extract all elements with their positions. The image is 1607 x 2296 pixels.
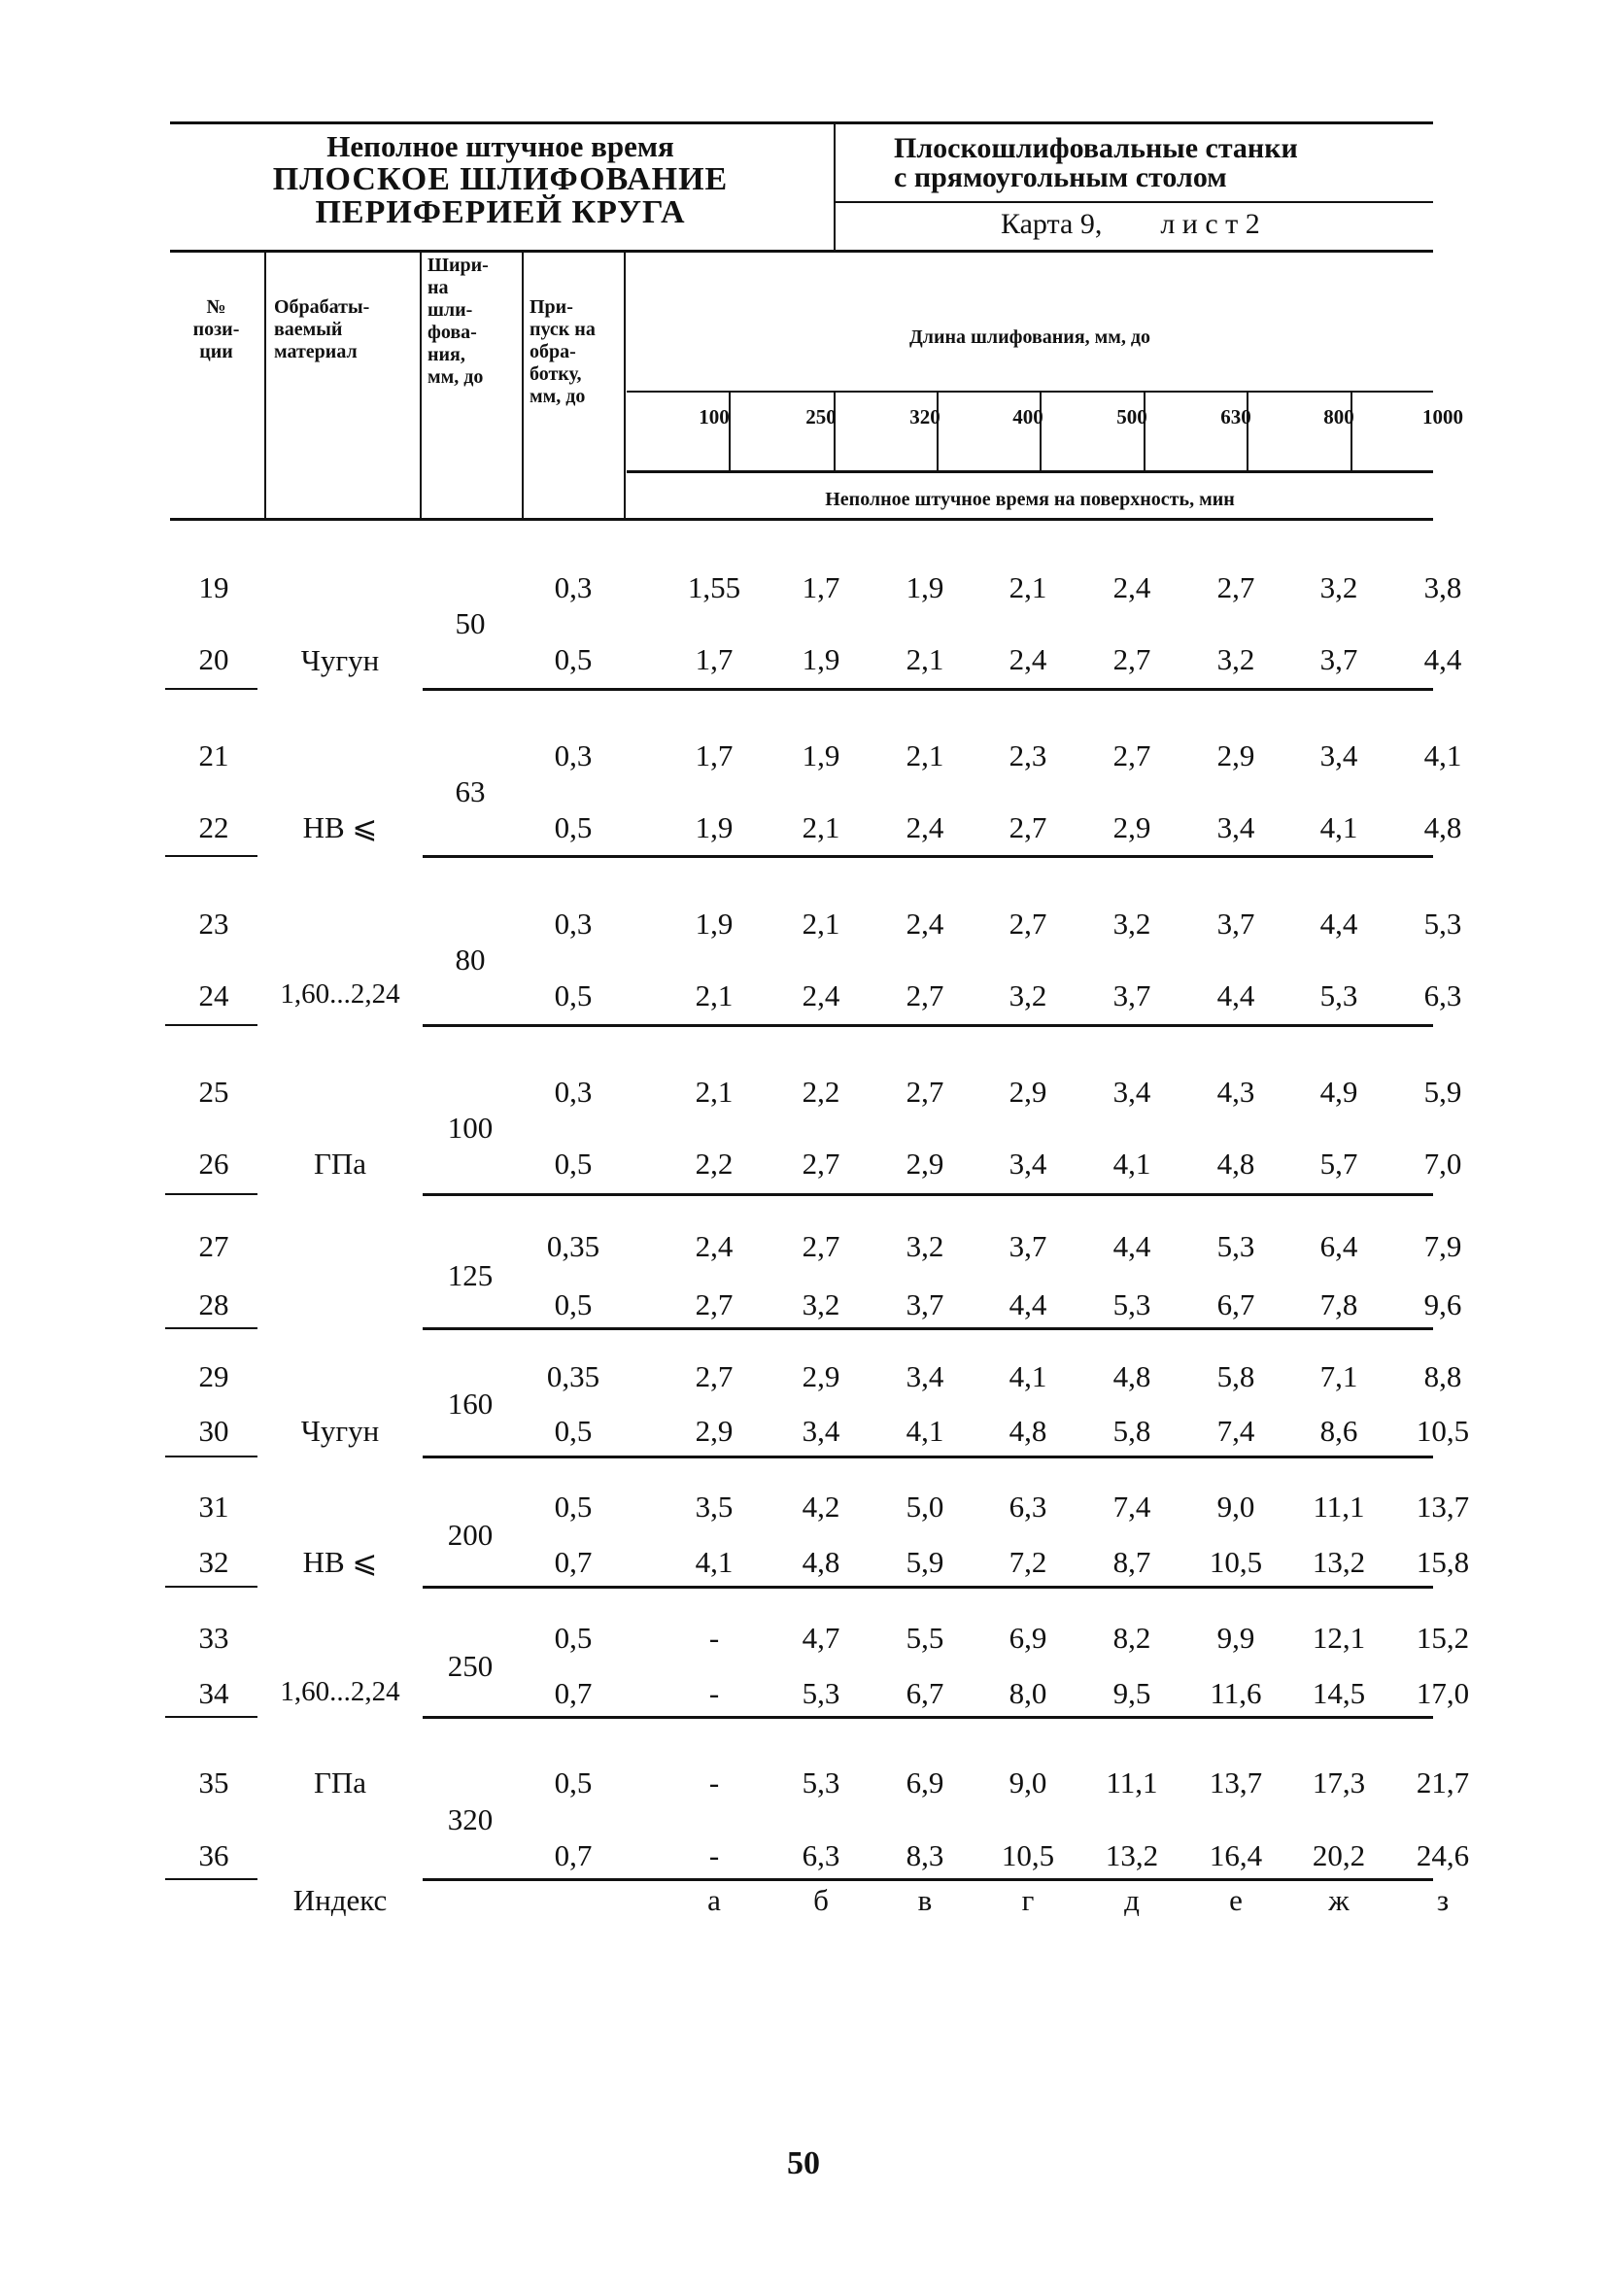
time-title: Неполное штучное время на поверхность, мин — [825, 489, 1235, 510]
time-cell: 3,2 — [1009, 978, 1047, 1012]
header-right-block — [894, 134, 1399, 192]
time-cell: 4,1 — [1319, 810, 1358, 844]
time-cell: 2,3 — [1009, 738, 1047, 772]
card-number: Карта 9, — [1001, 208, 1103, 240]
time-cell: 2,1 — [695, 978, 734, 1012]
time-cell: 2,4 — [1009, 642, 1047, 676]
material-header-line: материал — [274, 341, 358, 362]
time-cell: 10,5 — [1001, 1838, 1055, 1872]
row-left-rule — [165, 1716, 257, 1718]
time-cell: - — [708, 1765, 720, 1799]
time-cell: 4,1 — [1112, 1147, 1151, 1181]
time-cell: 7,4 — [1216, 1414, 1255, 1448]
allowance-cell: 0,7 — [554, 1676, 593, 1710]
time-cell: 4,4 — [1319, 907, 1358, 941]
position-cell: 22 — [198, 810, 229, 844]
time-cell: 4,4 — [1112, 1229, 1151, 1263]
page-number: 50 — [787, 2145, 820, 2181]
time-cell: 2,1 — [802, 810, 840, 844]
time-cell: 3,2 — [906, 1229, 944, 1263]
time-cell: 2,7 — [1009, 907, 1047, 941]
material-label-7: 1,60...2,24 — [280, 1676, 400, 1707]
row-left-rule — [165, 1456, 257, 1457]
row-left-rule — [165, 855, 257, 857]
pos-header — [170, 296, 262, 363]
material-label-6: НВ ⩽ — [302, 1545, 378, 1579]
allowance-cell: 0,3 — [554, 907, 593, 941]
header-top-rule — [170, 121, 1433, 124]
time-cell: 7,4 — [1112, 1490, 1151, 1524]
title-line-2: ПЕРИФЕРИЕЙ КРУГА — [315, 194, 686, 230]
time-cell: 2,7 — [695, 1359, 734, 1393]
time-cell: 13,2 — [1312, 1545, 1366, 1579]
time-cell: 2,4 — [695, 1229, 734, 1263]
time-cell: 2,9 — [1216, 738, 1255, 772]
length-col-rule — [1351, 391, 1352, 470]
header-col-rule — [420, 253, 422, 518]
time-cell: - — [708, 1838, 720, 1872]
time-cell: 2,7 — [695, 1287, 734, 1321]
time-cell: 15,8 — [1416, 1545, 1470, 1579]
time-cell: 2,7 — [1216, 570, 1255, 604]
time-cell: 9,5 — [1112, 1676, 1151, 1710]
time-cell: 2,9 — [1009, 1075, 1047, 1109]
time-cell: 4,3 — [1216, 1075, 1255, 1109]
allowance-cell: 0,5 — [554, 1414, 593, 1448]
time-cell: 9,9 — [1216, 1621, 1255, 1655]
allowance-header-line: мм, до — [530, 386, 586, 407]
time-cell: 8,0 — [1009, 1676, 1047, 1710]
time-cell: 5,3 — [1423, 907, 1462, 941]
time-cell: 2,9 — [695, 1414, 734, 1448]
time-cell: 1,9 — [695, 810, 734, 844]
width-cell: 250 — [447, 1649, 494, 1683]
header-left-block — [223, 130, 777, 229]
time-cell: 6,3 — [802, 1838, 840, 1872]
position-cell: 21 — [198, 738, 229, 772]
row-left-rule — [165, 1586, 257, 1588]
time-cell: 3,2 — [1112, 907, 1151, 941]
subtitle: Неполное штучное время — [326, 129, 674, 163]
time-cell: 2,2 — [802, 1075, 840, 1109]
time-cell: 5,3 — [802, 1676, 840, 1710]
time-cell: 8,3 — [906, 1838, 944, 1872]
time-cell: 9,0 — [1216, 1490, 1255, 1524]
material-header-line: Обрабаты- — [274, 296, 370, 318]
row-separator — [423, 855, 1433, 858]
time-cell: 13,7 — [1416, 1490, 1470, 1524]
position-cell: 24 — [198, 978, 229, 1012]
time-cell: 13,7 — [1209, 1765, 1263, 1799]
time-cell: 4,4 — [1216, 978, 1255, 1012]
width-header-line: мм, до — [427, 366, 484, 388]
row-left-rule — [165, 688, 257, 690]
header-end-rule — [170, 518, 1433, 521]
time-cell: 1,7 — [802, 570, 840, 604]
width-cell: 63 — [455, 774, 486, 808]
time-cell: - — [708, 1676, 720, 1710]
width-cell: 125 — [447, 1258, 494, 1292]
header-bottom-rule — [170, 250, 1433, 253]
time-cell: 5,9 — [1423, 1075, 1462, 1109]
allowance-cell: 0,3 — [554, 570, 593, 604]
time-cell: 5,3 — [802, 1765, 840, 1799]
time-cell: 1,55 — [687, 570, 741, 604]
time-cell: 2,9 — [1112, 810, 1151, 844]
length-value: 100 — [699, 405, 730, 428]
time-cell: 2,7 — [1112, 642, 1151, 676]
header-col-rule — [624, 253, 626, 518]
time-cell: 4,2 — [802, 1490, 840, 1524]
time-cell: 3,2 — [802, 1287, 840, 1321]
length-col-rule — [937, 391, 939, 470]
time-cell: 11,1 — [1106, 1765, 1158, 1799]
row-left-rule — [165, 1193, 257, 1195]
time-cell: 1,9 — [906, 570, 944, 604]
time-cell: 8,7 — [1112, 1545, 1151, 1579]
time-cell: 17,0 — [1416, 1676, 1470, 1710]
allowance-cell: 0,3 — [554, 1075, 593, 1109]
time-cell: 6,3 — [1423, 978, 1462, 1012]
width-header — [427, 255, 520, 389]
length-value: 320 — [909, 405, 940, 428]
length-col-rule — [729, 391, 731, 470]
time-cell: 4,1 — [1009, 1359, 1047, 1393]
position-cell: 36 — [198, 1838, 229, 1872]
material-label-5: Чугун — [300, 1414, 380, 1448]
time-cell: 2,4 — [906, 907, 944, 941]
index-letter: з — [1436, 1883, 1450, 1917]
length-col-rule — [1040, 391, 1042, 470]
time-cell: 10,5 — [1416, 1414, 1470, 1448]
time-cell: 3,4 — [906, 1359, 944, 1393]
length-value: 250 — [805, 405, 837, 428]
allowance-header-line: При- — [530, 296, 573, 318]
allowance-cell: 0,5 — [554, 810, 593, 844]
time-cell: 3,7 — [1216, 907, 1255, 941]
time-cell: 3,4 — [1216, 810, 1255, 844]
card-rule — [836, 201, 1433, 203]
time-cell: 10,5 — [1209, 1545, 1263, 1579]
allowance-cell: 0,35 — [546, 1229, 600, 1263]
time-cell: 2,1 — [695, 1075, 734, 1109]
time-cell: 4,8 — [802, 1545, 840, 1579]
time-cell: 2,4 — [802, 978, 840, 1012]
position-cell: 30 — [198, 1414, 229, 1448]
width-cell: 160 — [447, 1387, 494, 1421]
time-cell: 3,5 — [695, 1490, 734, 1524]
time-cell: 8,6 — [1319, 1414, 1358, 1448]
time-cell: 6,9 — [906, 1765, 944, 1799]
position-cell: 33 — [198, 1621, 229, 1655]
time-cell: 8,8 — [1423, 1359, 1462, 1393]
time-cell: 7,9 — [1423, 1229, 1462, 1263]
time-cell: 3,7 — [1319, 642, 1358, 676]
allowance-cell: 0,5 — [554, 978, 593, 1012]
time-cell: 8,2 — [1112, 1621, 1151, 1655]
time-cell: 3,2 — [1216, 642, 1255, 676]
time-cell: 5,9 — [906, 1545, 944, 1579]
material-label-4: ГПа — [313, 1147, 367, 1181]
width-cell: 80 — [455, 942, 486, 977]
time-cell: 11,6 — [1210, 1676, 1262, 1710]
index-letter: ж — [1328, 1883, 1350, 1917]
index-letter: а — [707, 1883, 721, 1917]
time-cell: 1,9 — [695, 907, 734, 941]
time-cell: 4,4 — [1009, 1287, 1047, 1321]
width-cell: 50 — [455, 606, 486, 640]
time-cell: 2,2 — [695, 1147, 734, 1181]
allowance-cell: 0,5 — [554, 1147, 593, 1181]
position-cell: 34 — [198, 1676, 229, 1710]
time-cell: 1,9 — [802, 642, 840, 676]
time-cell: 16,4 — [1209, 1838, 1263, 1872]
time-cell: 20,2 — [1312, 1838, 1366, 1872]
time-cell: 2,7 — [802, 1229, 840, 1263]
material-label-1: Чугун — [300, 643, 380, 677]
time-cell: 5,3 — [1112, 1287, 1151, 1321]
time-cell: 2,1 — [1009, 570, 1047, 604]
length-value: 500 — [1116, 405, 1147, 428]
allowance-header-line: обра- — [530, 341, 576, 362]
time-cell: 5,3 — [1216, 1229, 1255, 1263]
position-cell: 25 — [198, 1075, 229, 1109]
time-cell: 3,4 — [802, 1414, 840, 1448]
length-col-rule — [1144, 391, 1145, 470]
length-value: 800 — [1323, 405, 1354, 428]
allowance-header-line: ботку, — [530, 363, 582, 385]
length-col-rule — [1247, 391, 1248, 470]
title-line-1: ПЛОСКОЕ ШЛИФОВАНИЕ — [272, 161, 729, 197]
time-cell: 2,7 — [906, 1075, 944, 1109]
position-cell: 19 — [198, 570, 229, 604]
allowance-cell: 0,3 — [554, 738, 593, 772]
index-letter: г — [1021, 1883, 1035, 1917]
time-cell: 2,1 — [906, 642, 944, 676]
row-separator — [423, 1327, 1433, 1330]
time-cell: 4,8 — [1009, 1414, 1047, 1448]
time-cell: 6,3 — [1009, 1490, 1047, 1524]
time-cell: 9,6 — [1423, 1287, 1462, 1321]
length-value: 1000 — [1422, 405, 1463, 428]
position-cell: 35 — [198, 1765, 229, 1799]
time-cell: 3,4 — [1009, 1147, 1047, 1181]
time-cell: 4,8 — [1216, 1147, 1255, 1181]
time-cell: 1,7 — [695, 642, 734, 676]
time-cell: 3,8 — [1423, 570, 1462, 604]
time-cell: 14,5 — [1312, 1676, 1366, 1710]
time-cell: 6,9 — [1009, 1621, 1047, 1655]
time-cell: 9,0 — [1009, 1765, 1047, 1799]
time-cell: 4,8 — [1423, 810, 1462, 844]
position-cell: 32 — [198, 1545, 229, 1579]
pos-header-line: пози- — [192, 319, 240, 340]
time-cell: 4,4 — [1423, 642, 1462, 676]
position-cell: 20 — [198, 642, 229, 676]
material-label-2: НВ ⩽ — [302, 810, 378, 844]
time-cell: 1,7 — [695, 738, 734, 772]
length-col-rule — [834, 391, 836, 470]
time-cell: 7,1 — [1319, 1359, 1358, 1393]
time-cell: 6,7 — [1216, 1287, 1255, 1321]
row-separator — [423, 688, 1433, 691]
index-label: Индекс — [292, 1883, 388, 1917]
time-cell: - — [708, 1621, 720, 1655]
row-separator — [423, 1456, 1433, 1458]
length-title: Длина шлифования, мм, до — [908, 326, 1151, 348]
allowance-header-line: пуск на — [530, 319, 596, 340]
time-cell: 6,4 — [1319, 1229, 1358, 1263]
time-cell: 2,7 — [802, 1147, 840, 1181]
time-cell: 3,4 — [1112, 1075, 1151, 1109]
time-cell: 5,7 — [1319, 1147, 1358, 1181]
allowance-header — [530, 296, 622, 408]
time-cell: 4,1 — [1423, 738, 1462, 772]
time-cell: 13,2 — [1105, 1838, 1159, 1872]
row-left-rule — [165, 1327, 257, 1329]
position-cell: 29 — [198, 1359, 229, 1393]
allowance-cell: 0,5 — [554, 1621, 593, 1655]
time-cell: 17,3 — [1312, 1765, 1366, 1799]
machine-title-2: с прямоугольным столом — [894, 161, 1227, 193]
allowance-cell: 0,7 — [554, 1838, 593, 1872]
header-col-rule — [264, 253, 266, 518]
time-cell: 4,8 — [1112, 1359, 1151, 1393]
time-cell: 5,3 — [1319, 978, 1358, 1012]
length-value: 400 — [1012, 405, 1043, 428]
width-header-line: шли- — [427, 299, 473, 321]
row-separator — [423, 1024, 1433, 1027]
row-left-rule — [165, 1024, 257, 1026]
machine-title-1: Плоскошлифовальные станки — [894, 132, 1298, 164]
index-letter: е — [1229, 1883, 1243, 1917]
width-header-line: фова- — [427, 322, 477, 343]
width-header-line: Шири- — [427, 255, 489, 276]
time-cell: 5,8 — [1216, 1359, 1255, 1393]
time-cell: 5,8 — [1112, 1414, 1151, 1448]
time-cell: 4,9 — [1319, 1075, 1358, 1109]
time-cell: 11,1 — [1313, 1490, 1365, 1524]
material-header-line: ваемый — [274, 319, 343, 340]
time-cell: 4,7 — [802, 1621, 840, 1655]
allowance-cell: 0,35 — [546, 1359, 600, 1393]
row-left-rule — [165, 1878, 257, 1880]
header-col-rule — [522, 253, 524, 518]
position-cell: 31 — [198, 1490, 229, 1524]
time-cell: 21,7 — [1416, 1765, 1470, 1799]
header-divider — [834, 121, 836, 250]
time-cell: 5,5 — [906, 1621, 944, 1655]
time-cell: 3,4 — [1319, 738, 1358, 772]
width-cell: 200 — [447, 1518, 494, 1552]
time-cell: 12,1 — [1312, 1621, 1366, 1655]
allowance-cell: 0,5 — [554, 1490, 593, 1524]
material-header — [274, 296, 415, 363]
length-title-rule — [627, 391, 1433, 393]
time-cell: 2,1 — [906, 738, 944, 772]
card-label — [1001, 208, 1260, 241]
index-letter: б — [813, 1883, 829, 1917]
time-cell: 3,7 — [906, 1287, 944, 1321]
position-cell: 23 — [198, 907, 229, 941]
time-cell: 2,9 — [802, 1359, 840, 1393]
material-label-3: 1,60...2,24 — [280, 978, 400, 1010]
allowance-cell: 0,5 — [554, 642, 593, 676]
position-cell: 27 — [198, 1229, 229, 1263]
position-cell: 26 — [198, 1147, 229, 1181]
time-cell: 7,2 — [1009, 1545, 1047, 1579]
time-cell: 2,1 — [802, 907, 840, 941]
time-cell: 2,7 — [1112, 738, 1151, 772]
time-cell: 2,9 — [906, 1147, 944, 1181]
width-header-line: на — [427, 277, 449, 298]
position-cell: 28 — [198, 1287, 229, 1321]
time-cell: 24,6 — [1416, 1838, 1470, 1872]
allowance-cell: 0,7 — [554, 1545, 593, 1579]
time-cell: 7,8 — [1319, 1287, 1358, 1321]
width-header-line: ния, — [427, 344, 465, 365]
length-values-rule — [627, 470, 1433, 473]
time-cell: 3,7 — [1112, 978, 1151, 1012]
allowance-cell: 0,5 — [554, 1765, 593, 1799]
allowance-cell: 0,5 — [554, 1287, 593, 1321]
pos-header-line: ции — [199, 341, 233, 362]
row-separator — [423, 1878, 1433, 1881]
time-cell: 5,0 — [906, 1490, 944, 1524]
time-cell: 3,2 — [1319, 570, 1358, 604]
time-cell: 6,7 — [906, 1676, 944, 1710]
time-cell: 2,4 — [1112, 570, 1151, 604]
time-cell: 4,1 — [906, 1414, 944, 1448]
time-cell: 2,4 — [906, 810, 944, 844]
time-cell: 2,7 — [906, 978, 944, 1012]
time-cell: 15,2 — [1416, 1621, 1470, 1655]
row-separator — [423, 1193, 1433, 1196]
time-cell: 4,1 — [695, 1545, 734, 1579]
row-separator — [423, 1716, 1433, 1719]
pos-header-line: № — [206, 296, 226, 318]
length-value: 630 — [1220, 405, 1251, 428]
index-letter: д — [1124, 1883, 1140, 1917]
width-cell: 100 — [447, 1111, 494, 1145]
sheet-number: л и с т 2 — [1160, 208, 1260, 240]
width-cell: 320 — [447, 1802, 494, 1836]
row-separator — [423, 1586, 1433, 1589]
index-letter: в — [917, 1883, 933, 1917]
time-cell: 7,0 — [1423, 1147, 1462, 1181]
material-label-8: ГПа — [313, 1765, 367, 1799]
time-cell: 2,7 — [1009, 810, 1047, 844]
time-cell: 3,7 — [1009, 1229, 1047, 1263]
time-cell: 1,9 — [802, 738, 840, 772]
